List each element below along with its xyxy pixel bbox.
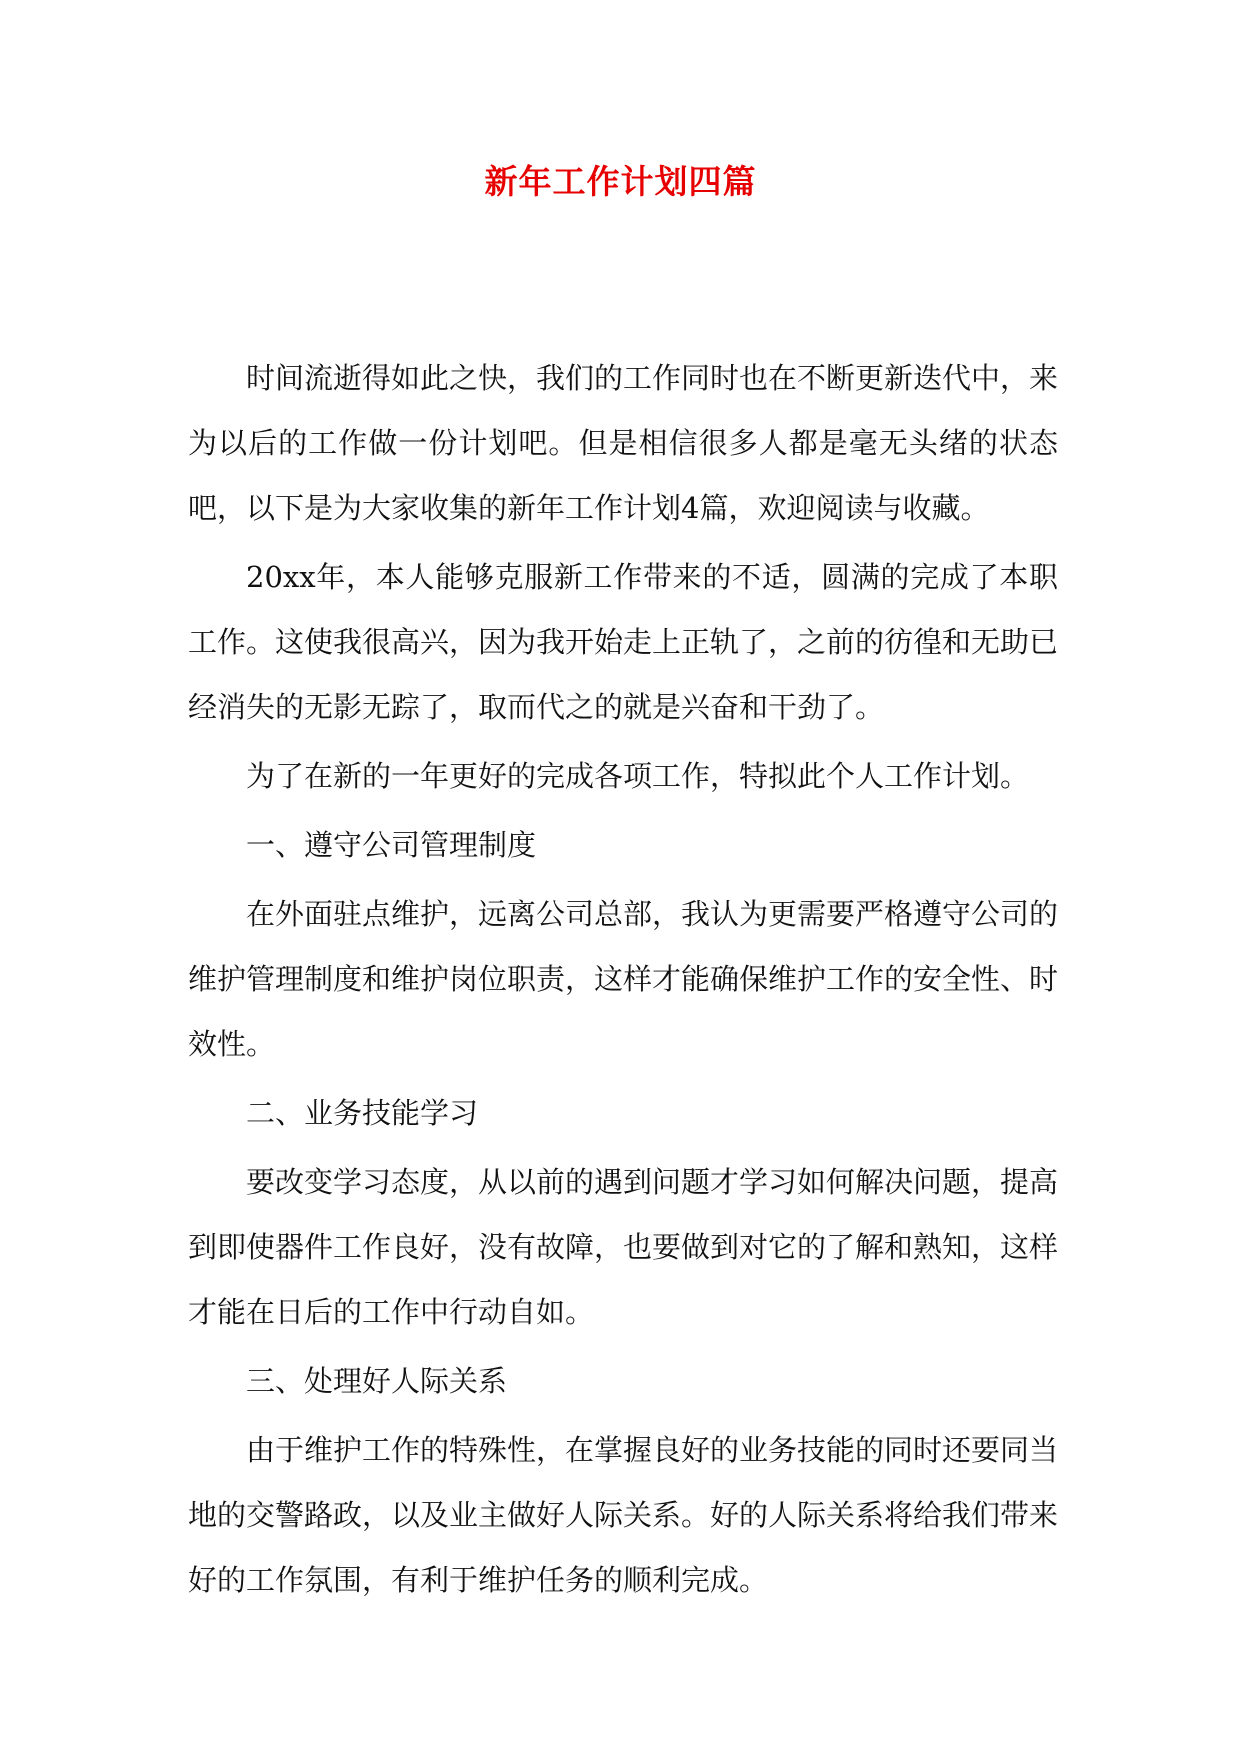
section-heading-2: 二、业务技能学习 xyxy=(246,1096,479,1130)
document-title: 新年工作计划四篇 xyxy=(484,162,757,201)
section-heading-1: 一、遵守公司管理制度 xyxy=(246,828,537,862)
section-heading-3: 三、处理好人际关系 xyxy=(246,1364,508,1398)
paragraph-section-1: 在外面驻点维护，远离公司总部，我认为更需要严格遵守公司的维护管理制度和维护岗位职责，这样才能确保维护工作的安全性、时效性。 xyxy=(188,897,1059,1061)
document-body xyxy=(188,346,1058,1617)
paragraph-section-3: 由于维护工作的特殊性，在掌握良好的业务技能的同时还要同当地的交警路政，以及业主做好人际关系。好的人际关系将给我们带来好的工作氛围，有利于维护任务的顺利完成。 xyxy=(188,1433,1059,1597)
paragraph-section-2: 要改变学习态度，从以前的遇到问题才学习如何解决问题，提高到即使器件工作良好，没有故障，也要做到对它的了解和熟知，这样才能在日后的工作中行动自如。 xyxy=(188,1165,1059,1329)
paragraph-plan-purpose: 为了在新的一年更好的完成各项工作，特拟此个人工作计划。 xyxy=(246,759,1030,793)
paragraph-summary: 20xx年，本人能够克服新工作带来的不适，圆满的完成了本职工作。这使我很高兴，因为我开始走上正轨了，之前的彷徨和无助已经消失的无影无踪了，取而代之的就是兴奋和干劲了。 xyxy=(188,560,1059,724)
paragraph-intro: 时间流逝得如此之快，我们的工作同时也在不断更新迭代中，来为以后的工作做一份计划吧。但是相信很多人都是毫无头绪的状态吧，以下是为大家收集的新年工作计划4篇，欢迎阅读与收藏。 xyxy=(188,361,1059,525)
